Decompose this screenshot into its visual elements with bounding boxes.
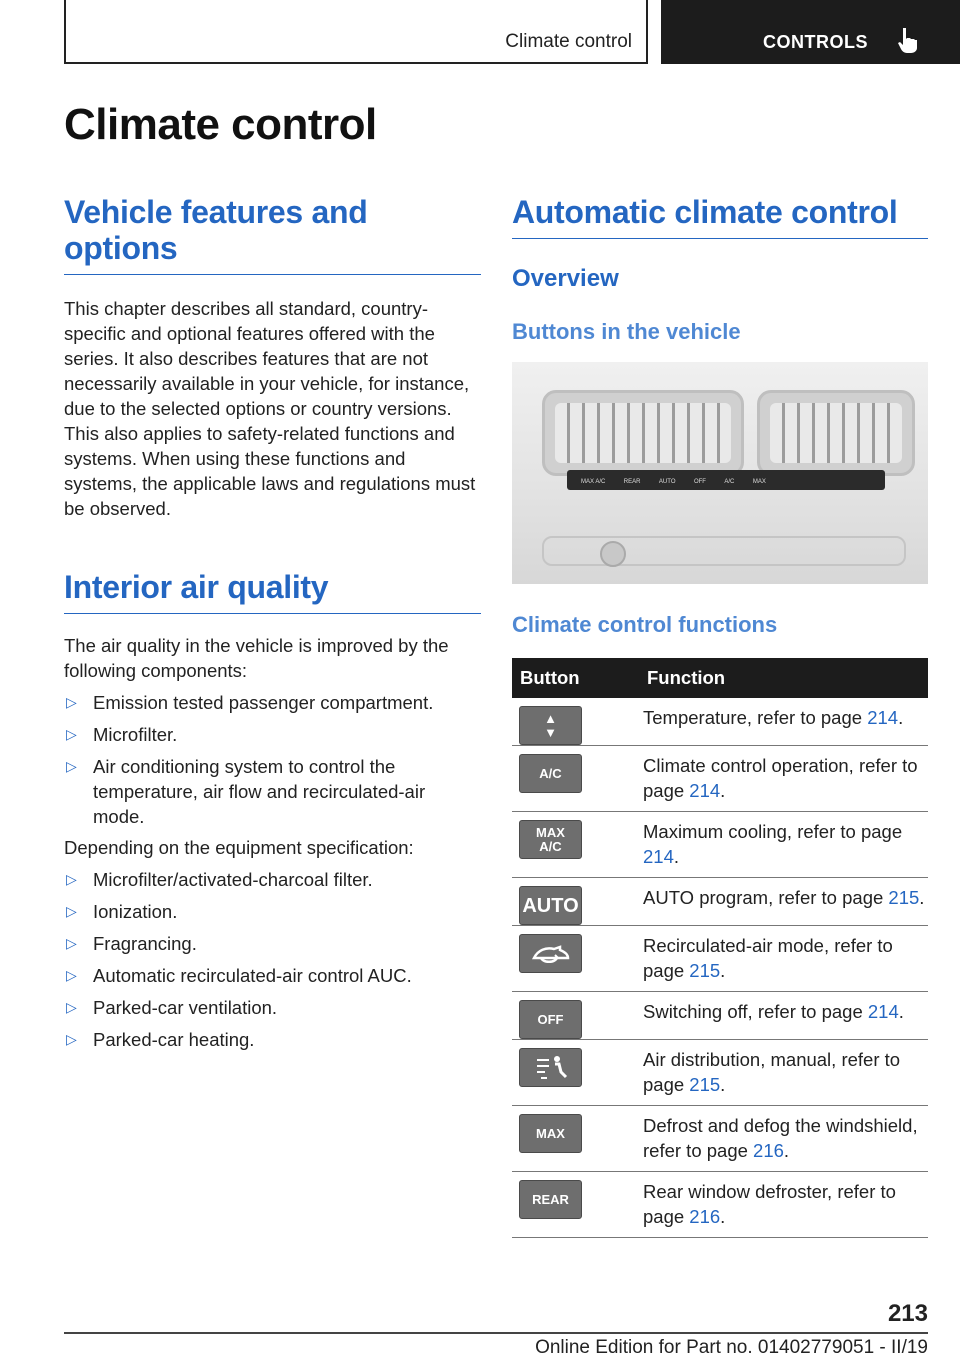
page-title: Climate control: [64, 100, 377, 149]
bullet-triangle-icon: ▷: [66, 935, 77, 951]
air-quality-intro: The air quality in the vehicle is improved by the following components:: [64, 635, 449, 681]
table-row: [512, 746, 928, 812]
vehicle-buttons-photo: [512, 362, 928, 584]
table-row: [512, 878, 928, 926]
air-distribution-icon: [519, 1048, 582, 1087]
left-air-vent: [542, 390, 744, 476]
list-item: ▷ Parked-car ventilation.: [66, 997, 278, 1018]
bullet-triangle-icon: ▷: [66, 1031, 77, 1047]
page-reference-link[interactable]: 214: [867, 707, 899, 728]
bullet-triangle-icon: ▷: [66, 871, 77, 887]
recirculation-icon: [519, 934, 582, 973]
table-header-row: [512, 658, 928, 698]
function-description: Climate control operation, refer to page 214.: [643, 746, 928, 812]
table-row: [512, 926, 928, 992]
table-row: [512, 1106, 928, 1172]
page-reference-link[interactable]: 214: [867, 1001, 899, 1022]
functions-table: [512, 658, 928, 1238]
bullet-triangle-icon: ▷: [66, 726, 77, 742]
bullet-triangle-icon: ▷: [66, 999, 77, 1015]
page-reference-link[interactable]: 215: [888, 887, 920, 908]
ac-icon: A/C: [519, 754, 582, 793]
bullet-triangle-icon: ▷: [66, 758, 77, 774]
header-chapter-title: CONTROLS: [763, 32, 868, 52]
max-ac-icon: MAX A/C: [519, 820, 582, 859]
right-air-vent: [757, 390, 915, 476]
volume-knob: [600, 541, 626, 567]
equipment-list: [64, 867, 481, 1052]
header-section-tab: [64, 0, 648, 64]
air-quality-heading: Interior air quality: [64, 569, 481, 614]
list-item: ▷ Fragrancing.: [66, 933, 197, 954]
windshield-defrost-icon: MAX: [519, 1114, 582, 1153]
page-number: 213: [887, 1300, 928, 1327]
function-description: AUTO program, refer to page 215.: [643, 878, 928, 926]
edition-note: Online Edition for Part no. 01402779051 - II/19: [535, 1337, 928, 1358]
table-row: [512, 1172, 928, 1238]
table-row: [512, 992, 928, 1040]
function-description: Temperature, refer to page 214.: [643, 698, 928, 746]
page-reference-link[interactable]: 216: [689, 1206, 721, 1227]
bullet-triangle-icon: ▷: [66, 903, 77, 919]
function-description: Maximum cooling, refer to page 214.: [643, 812, 928, 878]
automatic-climate-heading: Automatic climate control: [512, 194, 928, 239]
page-reference-link[interactable]: 215: [689, 960, 721, 981]
temperature-arrows-icon: ▲ ▼: [519, 706, 582, 745]
function-description: Switching off, refer to page 214.: [643, 992, 928, 1040]
list-item: ▷ Ionization.: [66, 901, 178, 922]
rear-defrost-icon: REAR: [519, 1180, 582, 1219]
list-item: ▷ Air conditioning system to control the temperature, air flow and recirculated-air mode.: [66, 756, 426, 827]
table-row: [512, 698, 928, 746]
page-reference-link[interactable]: 214: [689, 780, 721, 801]
table-row: [512, 1040, 928, 1106]
bullet-triangle-icon: ▷: [66, 694, 77, 710]
header-section-title: Climate control: [505, 31, 632, 52]
functions-table-body: [512, 698, 928, 1238]
list-item: ▷ Parked-car heating.: [66, 1029, 255, 1050]
functions-heading: Climate control functions: [512, 612, 778, 637]
function-description: Air distribution, manual, refer to page 215.: [643, 1040, 928, 1106]
page-reference-link[interactable]: 215: [689, 1074, 721, 1095]
list-item: ▷ Microfilter/activated-charcoal filter.: [66, 869, 373, 890]
list-item: ▷ Emission tested passenger compartment.: [66, 692, 434, 713]
overview-heading: Overview: [512, 265, 619, 292]
page-reference-link[interactable]: 214: [643, 846, 674, 867]
function-description: Defrost and defog the windshield, refer to page 216.: [643, 1106, 928, 1172]
equipment-intro: Depending on the equipment specification:: [64, 837, 414, 858]
list-item: ▷ Microfilter.: [66, 724, 178, 745]
auto-icon: AUTO: [519, 886, 582, 925]
function-description: Recirculated-air mode, refer to page 215.: [643, 926, 928, 992]
right-column: [512, 194, 928, 1238]
lower-trim: [542, 536, 906, 566]
table-row: [512, 812, 928, 878]
bullet-triangle-icon: ▷: [66, 967, 77, 983]
page-reference-link[interactable]: 216: [753, 1140, 784, 1161]
climate-button-panel: MAX A/C REAR AUTO OFF A/C MAX: [567, 470, 885, 490]
pointing-hand-icon: [897, 26, 921, 54]
buttons-heading: Buttons in the vehicle: [512, 319, 741, 344]
function-description: Rear window defroster, refer to page 216.: [643, 1172, 928, 1238]
footer-divider: [64, 1332, 928, 1334]
vehicle-features-text: This chapter describes all standard, country-specific and optional features offered with the series. It also describes features that are not necessarily available in your vehicle, for instance, due to the selected options or country versions. This also applies to safety-related functions and systems. When using these functions and systems, the applicable laws and regulations must be observed.: [64, 298, 476, 519]
button-column-header: Button: [512, 658, 643, 698]
air-quality-list: [64, 690, 481, 829]
list-item: ▷ Automatic recirculated-air control AUC.: [66, 965, 412, 986]
function-column-header: Function: [643, 658, 928, 698]
header-chapter-tab: [661, 0, 960, 64]
vehicle-features-heading: Vehicle features and options: [64, 194, 481, 275]
off-icon: OFF: [519, 1000, 582, 1039]
left-column: [64, 194, 481, 1052]
